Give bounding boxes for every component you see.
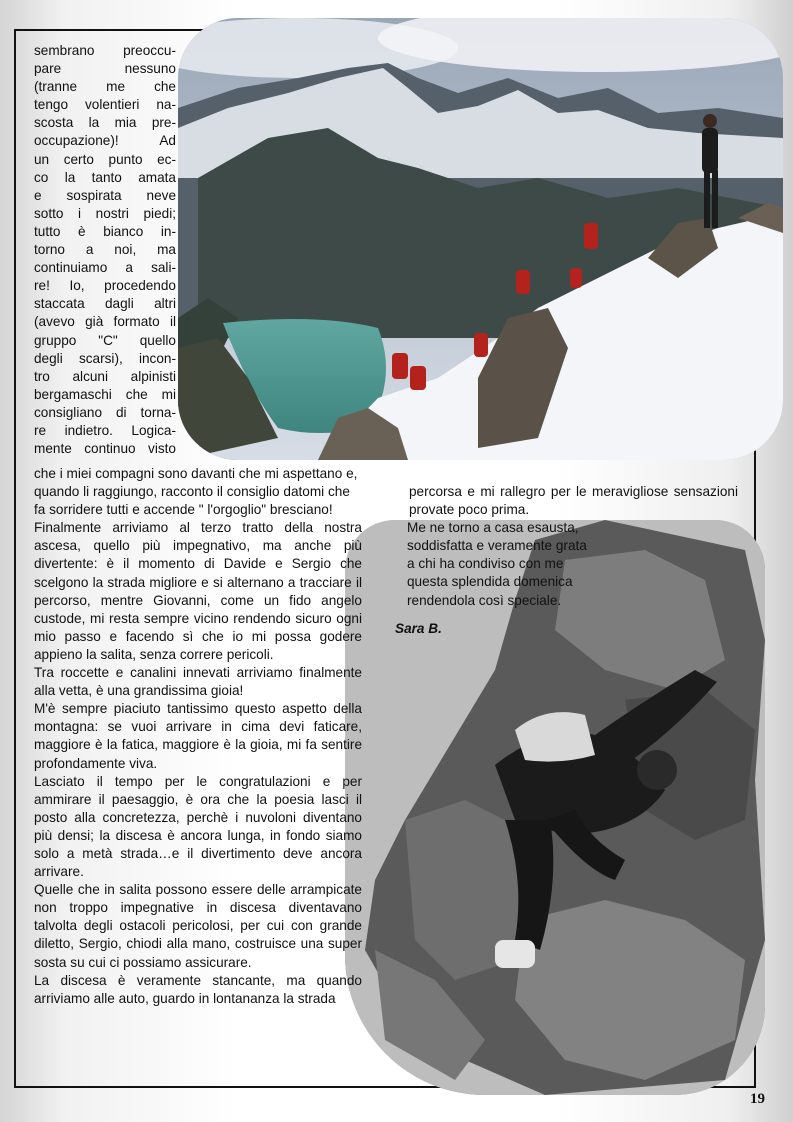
narrow-line: pare nessuno xyxy=(34,61,176,77)
main-paragraph-5: Lasciato il tempo per le congratulazioni e per ammirare il paesaggio, è ora che la poesia lasci il posto alla concretezza, perchè i nuvoloni diventano più densi; la discesa è ancora lunga, in fondo siamo solo a metà strada…e il divertimento deve ancora arrivare. xyxy=(34,773,362,880)
right-closing: Me ne torno a casa esausta, soddisfatta e veramente grata a chi ha condiviso con me questa splendida domenica rendendola così speciale. xyxy=(407,520,587,608)
main-paragraph-4: M'è sempre piaciuto tantissimo questo aspetto della montagna: se vuoi arrivare in cima devi faticare, maggiore è la fatica, maggiore è la gioia, mi fa sentire profondamente viva. xyxy=(34,701,362,771)
narrow-line: un certo punto ec- xyxy=(34,151,176,167)
narrow-line: consigliano di torna- xyxy=(34,404,176,420)
narrow-line: bergamaschi che mi xyxy=(34,386,176,402)
narrow-line: re! Io, procedendo xyxy=(34,278,176,294)
main-paragraph-3: Tra roccette e canalini innevati arriviamo finalmente alla vetta, è una grandissima gioia! xyxy=(34,665,362,699)
main-paragraph-2: Finalmente arriviamo al terzo tratto della nostra ascesa, quello più impegnativo, ma anche più divertente: è il momento di Davide e Sergio che scelgono la strada migliore e si alternano a tracciare il percorso, mentre Giovanni, come un fido angelo custode, mi resta sempre vicino rendendo sicuro ogni mio passo e facendo sì che io mi possa godere appieno la salita, senza correre pericoli. xyxy=(34,520,362,662)
narrow-line: sembrano preoccu- xyxy=(34,43,176,58)
narrow-line: tutto è bianco in- xyxy=(34,223,176,239)
frame-left xyxy=(14,29,16,1088)
narrow-line: (avevo già formato il xyxy=(34,314,176,330)
narrow-line: tengo volentieri na- xyxy=(34,97,176,113)
article-right-column xyxy=(395,465,738,638)
author-signature: Sara B. xyxy=(395,620,442,636)
narrow-line: continuiamo a sali- xyxy=(34,260,176,276)
main-paragraph-6: Quelle che in salita possono essere delle arrampicate non troppo impegnative in discesa diventavano talvolta degli ostacoli pericolosi, per cui con grande diletto, Sergio, chiodi alla mano, costruisce una super sosta su cui ci possiamo assicurare. xyxy=(34,882,362,970)
article-main-column xyxy=(34,465,362,1008)
page-number: 19 xyxy=(750,1091,765,1107)
narrow-line: mente continuo visto xyxy=(34,441,176,457)
narrow-line: occupazione)! Ad xyxy=(34,133,176,149)
right-continuation: percorsa e mi rallegro per le meravigliose sensazioni provate poco prima. xyxy=(409,484,738,518)
photo-mountain-ridge-graphic xyxy=(178,18,783,460)
narrow-line: torno a noi, ma xyxy=(34,242,176,258)
narrow-line: e sospirata neve xyxy=(34,187,176,203)
narrow-line: staccata dagli altri xyxy=(34,296,176,312)
narrow-line: (tranne me che xyxy=(34,79,176,95)
frame-top xyxy=(14,29,212,31)
article-narrow-column xyxy=(34,42,176,458)
narrow-line: gruppo "C" quello xyxy=(34,332,176,348)
narrow-line: re indietro. Logica- xyxy=(34,422,176,438)
narrow-line: degli scarsi), incon- xyxy=(34,350,176,366)
narrow-line: sotto i nostri piedi; xyxy=(34,205,176,221)
narrow-line: co la tanto amata xyxy=(34,169,176,185)
narrow-line: tro alcuni alpinisti xyxy=(34,368,176,384)
narrow-line: scosta la mia pre- xyxy=(34,115,176,131)
main-paragraph-1: che i miei compagni sono davanti che mi aspettano e, quando li raggiungo, racconto il consiglio datomi che fa sorridere tutti e accende " l'orgoglio" bresciano! xyxy=(34,466,358,518)
main-paragraph-7: La discesa è veramente stancante, ma quando arriviamo alle auto, guardo in lontananza la strada xyxy=(34,972,362,1006)
photo-mountain-ridge xyxy=(178,18,783,460)
